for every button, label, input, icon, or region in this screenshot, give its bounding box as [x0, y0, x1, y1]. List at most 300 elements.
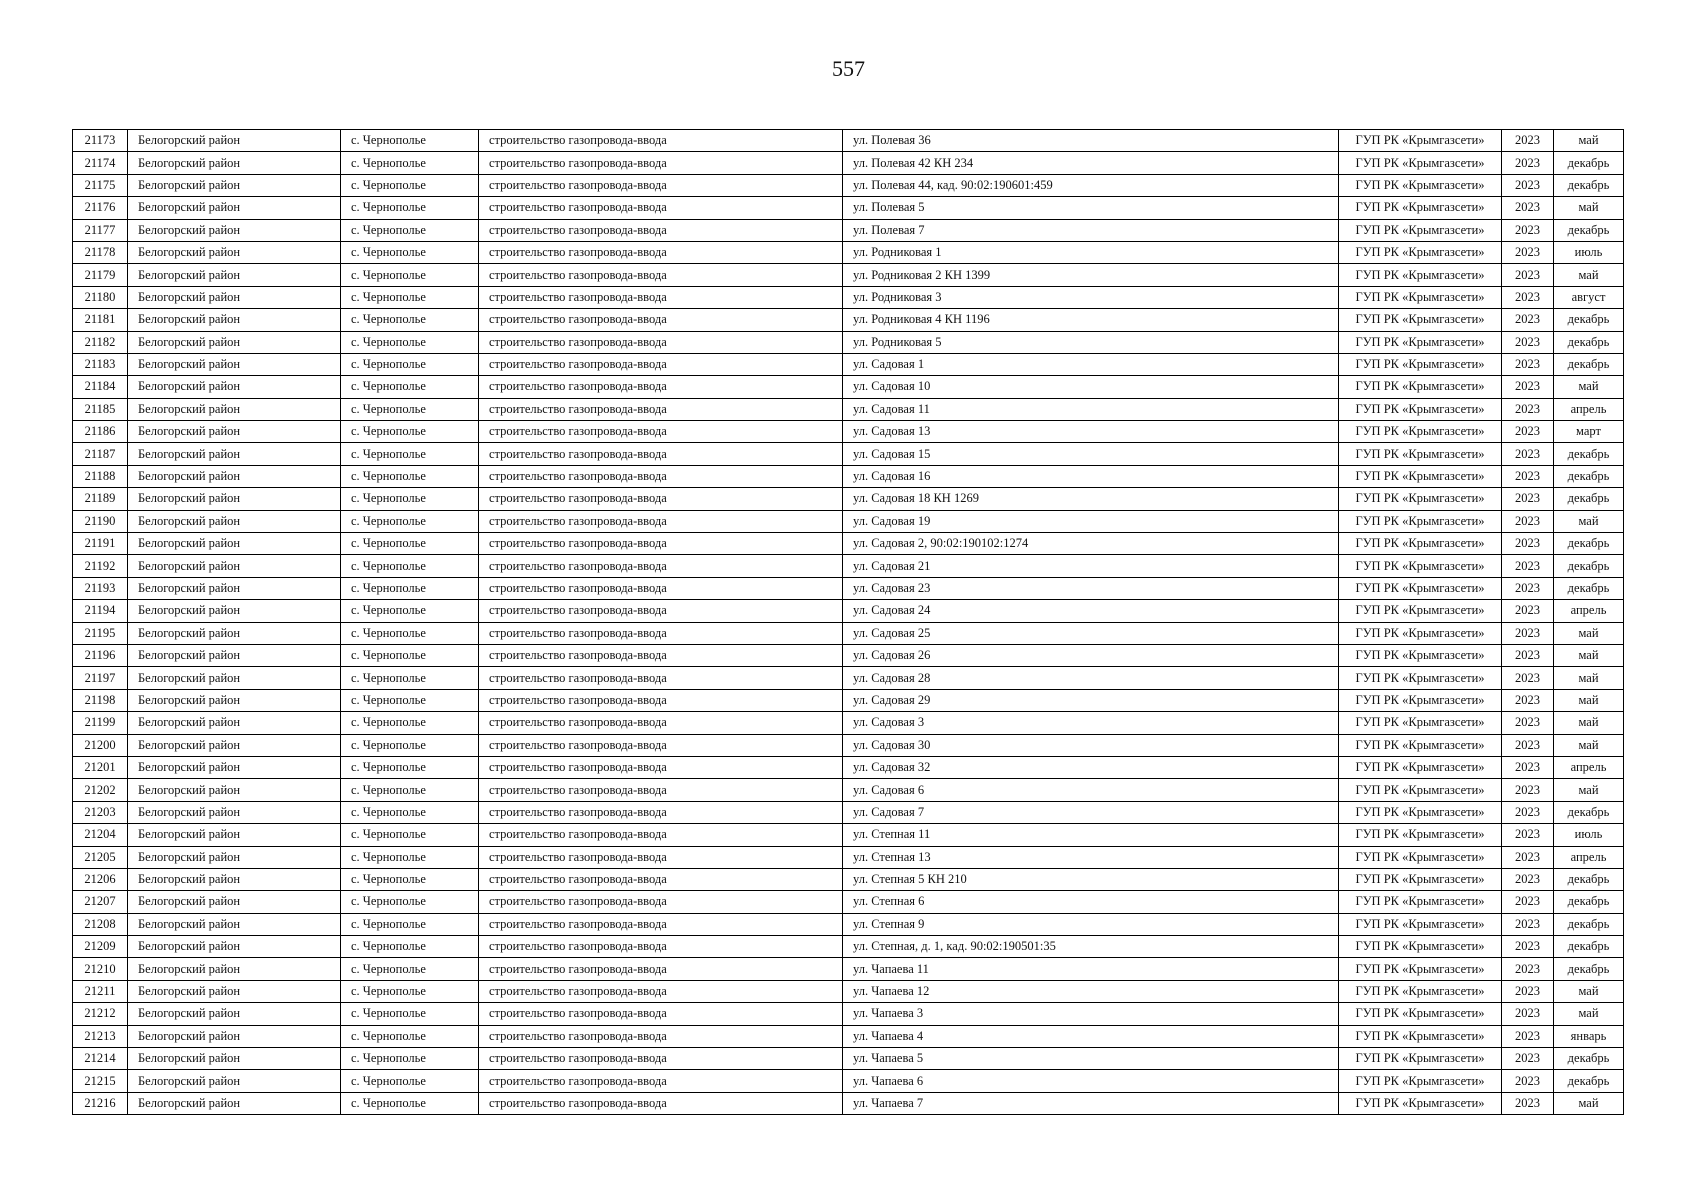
settlement-cell: с. Чернополье	[341, 353, 479, 375]
settlement-cell: с. Чернополье	[341, 555, 479, 577]
month-cell: май	[1554, 667, 1624, 689]
month-cell: декабрь	[1554, 331, 1624, 353]
organization-cell: ГУП РК «Крымгазсети»	[1339, 241, 1502, 263]
month-cell: декабрь	[1554, 555, 1624, 577]
month-cell: май	[1554, 510, 1624, 532]
settlement-cell: с. Чернополье	[341, 309, 479, 331]
address-cell: ул. Чапаева 12	[843, 980, 1339, 1002]
settlement-cell: с. Чернополье	[341, 241, 479, 263]
address-cell: ул. Полевая 42 КН 234	[843, 152, 1339, 174]
district-cell: Белогорский район	[128, 891, 341, 913]
month-cell: май	[1554, 779, 1624, 801]
month-cell: май	[1554, 980, 1624, 1002]
work-type-cell: строительство газопровода-ввода	[479, 510, 843, 532]
table-row	[73, 264, 1624, 286]
district-cell: Белогорский район	[128, 779, 341, 801]
month-cell: май	[1554, 376, 1624, 398]
settlement-cell: с. Чернополье	[341, 488, 479, 510]
table-row	[73, 488, 1624, 510]
settlement-cell: с. Чернополье	[341, 286, 479, 308]
work-type-cell: строительство газопровода-ввода	[479, 756, 843, 778]
work-type-cell: строительство газопровода-ввода	[479, 779, 843, 801]
table-row	[73, 465, 1624, 487]
address-cell: ул. Садовая 16	[843, 465, 1339, 487]
row-number-cell: 21187	[73, 443, 128, 465]
month-cell: декабрь	[1554, 353, 1624, 375]
row-number-cell: 21181	[73, 309, 128, 331]
settlement-cell: с. Чернополье	[341, 913, 479, 935]
address-cell: ул. Садовая 32	[843, 756, 1339, 778]
address-cell: ул. Садовая 28	[843, 667, 1339, 689]
table-row	[73, 130, 1624, 152]
table-row	[73, 286, 1624, 308]
month-cell: май	[1554, 622, 1624, 644]
organization-cell: ГУП РК «Крымгазсети»	[1339, 1025, 1502, 1047]
month-cell: декабрь	[1554, 868, 1624, 890]
year-cell: 2023	[1502, 174, 1554, 196]
work-type-cell: строительство газопровода-ввода	[479, 622, 843, 644]
organization-cell: ГУП РК «Крымгазсети»	[1339, 555, 1502, 577]
month-cell: май	[1554, 1092, 1624, 1114]
district-cell: Белогорский район	[128, 577, 341, 599]
table-row	[73, 667, 1624, 689]
table-row	[73, 331, 1624, 353]
settlement-cell: с. Чернополье	[341, 331, 479, 353]
address-cell: ул. Садовая 3	[843, 712, 1339, 734]
organization-cell: ГУП РК «Крымгазсети»	[1339, 353, 1502, 375]
address-cell: ул. Родниковая 4 КН 1196	[843, 309, 1339, 331]
work-type-cell: строительство газопровода-ввода	[479, 1025, 843, 1047]
work-type-cell: строительство газопровода-ввода	[479, 958, 843, 980]
month-cell: май	[1554, 689, 1624, 711]
settlement-cell: с. Чернополье	[341, 398, 479, 420]
year-cell: 2023	[1502, 644, 1554, 666]
district-cell: Белогорский район	[128, 644, 341, 666]
month-cell: декабрь	[1554, 801, 1624, 823]
address-cell: ул. Садовая 18 КН 1269	[843, 488, 1339, 510]
address-cell: ул. Полевая 5	[843, 197, 1339, 219]
district-cell: Белогорский район	[128, 846, 341, 868]
district-cell: Белогорский район	[128, 130, 341, 152]
district-cell: Белогорский район	[128, 510, 341, 532]
month-cell: декабрь	[1554, 152, 1624, 174]
table-row	[73, 913, 1624, 935]
district-cell: Белогорский район	[128, 734, 341, 756]
row-number-cell: 21175	[73, 174, 128, 196]
organization-cell: ГУП РК «Крымгазсети»	[1339, 309, 1502, 331]
row-number-cell: 21195	[73, 622, 128, 644]
year-cell: 2023	[1502, 801, 1554, 823]
work-type-cell: строительство газопровода-ввода	[479, 600, 843, 622]
row-number-cell: 21209	[73, 936, 128, 958]
row-number-cell: 21178	[73, 241, 128, 263]
address-cell: ул. Садовая 13	[843, 421, 1339, 443]
organization-cell: ГУП РК «Крымгазсети»	[1339, 533, 1502, 555]
work-type-cell: строительство газопровода-ввода	[479, 555, 843, 577]
settlement-cell: с. Чернополье	[341, 958, 479, 980]
month-cell: март	[1554, 421, 1624, 443]
month-cell: август	[1554, 286, 1624, 308]
district-cell: Белогорский район	[128, 241, 341, 263]
address-cell: ул. Родниковая 3	[843, 286, 1339, 308]
address-cell: ул. Степная, д. 1, кад. 90:02:190501:35	[843, 936, 1339, 958]
organization-cell: ГУП РК «Крымгазсети»	[1339, 644, 1502, 666]
row-number-cell: 21200	[73, 734, 128, 756]
table-row	[73, 846, 1624, 868]
row-number-cell: 21206	[73, 868, 128, 890]
year-cell: 2023	[1502, 824, 1554, 846]
district-cell: Белогорский район	[128, 443, 341, 465]
month-cell: декабрь	[1554, 309, 1624, 331]
settlement-cell: с. Чернополье	[341, 936, 479, 958]
district-cell: Белогорский район	[128, 824, 341, 846]
month-cell: декабрь	[1554, 533, 1624, 555]
organization-cell: ГУП РК «Крымгазсети»	[1339, 779, 1502, 801]
month-cell: декабрь	[1554, 958, 1624, 980]
year-cell: 2023	[1502, 465, 1554, 487]
address-cell: ул. Чапаева 7	[843, 1092, 1339, 1114]
month-cell: апрель	[1554, 600, 1624, 622]
work-type-cell: строительство газопровода-ввода	[479, 577, 843, 599]
settlement-cell: с. Чернополье	[341, 689, 479, 711]
work-type-cell: строительство газопровода-ввода	[479, 1003, 843, 1025]
row-number-cell: 21197	[73, 667, 128, 689]
row-number-cell: 21177	[73, 219, 128, 241]
work-type-cell: строительство газопровода-ввода	[479, 241, 843, 263]
settlement-cell: с. Чернополье	[341, 824, 479, 846]
organization-cell: ГУП РК «Крымгазсети»	[1339, 1092, 1502, 1114]
settlement-cell: с. Чернополье	[341, 1070, 479, 1092]
row-number-cell: 21184	[73, 376, 128, 398]
address-cell: ул. Садовая 6	[843, 779, 1339, 801]
year-cell: 2023	[1502, 1003, 1554, 1025]
address-cell: ул. Чапаева 3	[843, 1003, 1339, 1025]
work-type-cell: строительство газопровода-ввода	[479, 667, 843, 689]
month-cell: апрель	[1554, 398, 1624, 420]
work-type-cell: строительство газопровода-ввода	[479, 421, 843, 443]
table-row	[73, 241, 1624, 263]
row-number-cell: 21203	[73, 801, 128, 823]
row-number-cell: 21212	[73, 1003, 128, 1025]
district-cell: Белогорский район	[128, 868, 341, 890]
settlement-cell: с. Чернополье	[341, 779, 479, 801]
settlement-cell: с. Чернополье	[341, 734, 479, 756]
table-row	[73, 219, 1624, 241]
year-cell: 2023	[1502, 667, 1554, 689]
district-cell: Белогорский район	[128, 264, 341, 286]
work-type-cell: строительство газопровода-ввода	[479, 712, 843, 734]
table-row	[73, 958, 1624, 980]
address-cell: ул. Родниковая 2 КН 1399	[843, 264, 1339, 286]
work-type-cell: строительство газопровода-ввода	[479, 1092, 843, 1114]
table-row	[73, 555, 1624, 577]
work-type-cell: строительство газопровода-ввода	[479, 264, 843, 286]
year-cell: 2023	[1502, 712, 1554, 734]
district-cell: Белогорский район	[128, 488, 341, 510]
address-cell: ул. Степная 13	[843, 846, 1339, 868]
organization-cell: ГУП РК «Крымгазсети»	[1339, 465, 1502, 487]
settlement-cell: с. Чернополье	[341, 644, 479, 666]
settlement-cell: с. Чернополье	[341, 846, 479, 868]
work-type-cell: строительство газопровода-ввода	[479, 913, 843, 935]
address-cell: ул. Садовая 30	[843, 734, 1339, 756]
work-type-cell: строительство газопровода-ввода	[479, 644, 843, 666]
table-row	[73, 152, 1624, 174]
row-number-cell: 21180	[73, 286, 128, 308]
settlement-cell: с. Чернополье	[341, 622, 479, 644]
settlement-cell: с. Чернополье	[341, 376, 479, 398]
district-cell: Белогорский район	[128, 398, 341, 420]
district-cell: Белогорский район	[128, 712, 341, 734]
work-type-cell: строительство газопровода-ввода	[479, 868, 843, 890]
work-type-cell: строительство газопровода-ввода	[479, 846, 843, 868]
month-cell: май	[1554, 197, 1624, 219]
table-row	[73, 533, 1624, 555]
table-row	[73, 689, 1624, 711]
district-cell: Белогорский район	[128, 689, 341, 711]
address-cell: ул. Полевая 44, кад. 90:02:190601:459	[843, 174, 1339, 196]
district-cell: Белогорский район	[128, 174, 341, 196]
table-row	[73, 309, 1624, 331]
work-type-cell: строительство газопровода-ввода	[479, 936, 843, 958]
row-number-cell: 21202	[73, 779, 128, 801]
settlement-cell: с. Чернополье	[341, 712, 479, 734]
row-number-cell: 21214	[73, 1048, 128, 1070]
row-number-cell: 21192	[73, 555, 128, 577]
settlement-cell: с. Чернополье	[341, 756, 479, 778]
work-type-cell: строительство газопровода-ввода	[479, 1048, 843, 1070]
work-type-cell: строительство газопровода-ввода	[479, 533, 843, 555]
year-cell: 2023	[1502, 421, 1554, 443]
settlement-cell: с. Чернополье	[341, 980, 479, 1002]
row-number-cell: 21204	[73, 824, 128, 846]
district-cell: Белогорский район	[128, 309, 341, 331]
organization-cell: ГУП РК «Крымгазсети»	[1339, 846, 1502, 868]
address-cell: ул. Садовая 15	[843, 443, 1339, 465]
organization-cell: ГУП РК «Крымгазсети»	[1339, 756, 1502, 778]
year-cell: 2023	[1502, 913, 1554, 935]
work-type-cell: строительство газопровода-ввода	[479, 443, 843, 465]
district-cell: Белогорский район	[128, 667, 341, 689]
table-row	[73, 398, 1624, 420]
year-cell: 2023	[1502, 1070, 1554, 1092]
month-cell: декабрь	[1554, 1070, 1624, 1092]
table-row	[73, 712, 1624, 734]
settlement-cell: с. Чернополье	[341, 1092, 479, 1114]
work-type-cell: строительство газопровода-ввода	[479, 488, 843, 510]
district-cell: Белогорский район	[128, 421, 341, 443]
address-cell: ул. Садовая 19	[843, 510, 1339, 532]
work-type-cell: строительство газопровода-ввода	[479, 152, 843, 174]
row-number-cell: 21194	[73, 600, 128, 622]
district-cell: Белогорский район	[128, 152, 341, 174]
organization-cell: ГУП РК «Крымгазсети»	[1339, 398, 1502, 420]
address-cell: ул. Садовая 24	[843, 600, 1339, 622]
district-cell: Белогорский район	[128, 936, 341, 958]
table-row	[73, 577, 1624, 599]
month-cell: май	[1554, 264, 1624, 286]
row-number-cell: 21213	[73, 1025, 128, 1047]
year-cell: 2023	[1502, 264, 1554, 286]
work-type-cell: строительство газопровода-ввода	[479, 174, 843, 196]
table-row	[73, 174, 1624, 196]
month-cell: декабрь	[1554, 1048, 1624, 1070]
row-number-cell: 21211	[73, 980, 128, 1002]
district-cell: Белогорский район	[128, 219, 341, 241]
settlement-cell: с. Чернополье	[341, 801, 479, 823]
row-number-cell: 21190	[73, 510, 128, 532]
year-cell: 2023	[1502, 891, 1554, 913]
row-number-cell: 21216	[73, 1092, 128, 1114]
month-cell: май	[1554, 734, 1624, 756]
table-row	[73, 622, 1624, 644]
table-row	[73, 1092, 1624, 1114]
district-cell: Белогорский район	[128, 1025, 341, 1047]
organization-cell: ГУП РК «Крымгазсети»	[1339, 130, 1502, 152]
address-cell: ул. Чапаева 4	[843, 1025, 1339, 1047]
settlement-cell: с. Чернополье	[341, 174, 479, 196]
row-number-cell: 21185	[73, 398, 128, 420]
address-cell: ул. Садовая 26	[843, 644, 1339, 666]
month-cell: декабрь	[1554, 891, 1624, 913]
table-row	[73, 1048, 1624, 1070]
month-cell: май	[1554, 1003, 1624, 1025]
row-number-cell: 21176	[73, 197, 128, 219]
year-cell: 2023	[1502, 689, 1554, 711]
organization-cell: ГУП РК «Крымгазсети»	[1339, 443, 1502, 465]
organization-cell: ГУП РК «Крымгазсети»	[1339, 868, 1502, 890]
address-cell: ул. Садовая 21	[843, 555, 1339, 577]
organization-cell: ГУП РК «Крымгазсети»	[1339, 980, 1502, 1002]
table-row	[73, 600, 1624, 622]
settlement-cell: с. Чернополье	[341, 533, 479, 555]
settlement-cell: с. Чернополье	[341, 421, 479, 443]
page-number: 557	[832, 56, 865, 81]
year-cell: 2023	[1502, 130, 1554, 152]
district-cell: Белогорский район	[128, 465, 341, 487]
work-type-cell: строительство газопровода-ввода	[479, 1070, 843, 1092]
row-number-cell: 21201	[73, 756, 128, 778]
year-cell: 2023	[1502, 533, 1554, 555]
settlement-cell: с. Чернополье	[341, 577, 479, 599]
year-cell: 2023	[1502, 622, 1554, 644]
year-cell: 2023	[1502, 936, 1554, 958]
table-row	[73, 756, 1624, 778]
table-row	[73, 824, 1624, 846]
organization-cell: ГУП РК «Крымгазсети»	[1339, 1070, 1502, 1092]
month-cell: январь	[1554, 1025, 1624, 1047]
year-cell: 2023	[1502, 868, 1554, 890]
district-cell: Белогорский район	[128, 600, 341, 622]
row-number-cell: 21207	[73, 891, 128, 913]
address-cell: ул. Садовая 11	[843, 398, 1339, 420]
district-cell: Белогорский район	[128, 555, 341, 577]
organization-cell: ГУП РК «Крымгазсети»	[1339, 824, 1502, 846]
row-number-cell: 21189	[73, 488, 128, 510]
work-type-cell: строительство газопровода-ввода	[479, 309, 843, 331]
table-row	[73, 197, 1624, 219]
address-cell: ул. Садовая 29	[843, 689, 1339, 711]
month-cell: декабрь	[1554, 936, 1624, 958]
table-row	[73, 1003, 1624, 1025]
row-number-cell: 21183	[73, 353, 128, 375]
settlement-cell: с. Чернополье	[341, 264, 479, 286]
year-cell: 2023	[1502, 353, 1554, 375]
table-row	[73, 734, 1624, 756]
table-row	[73, 1070, 1624, 1092]
work-type-cell: строительство газопровода-ввода	[479, 219, 843, 241]
address-cell: ул. Чапаева 6	[843, 1070, 1339, 1092]
row-number-cell: 21174	[73, 152, 128, 174]
organization-cell: ГУП РК «Крымгазсети»	[1339, 421, 1502, 443]
district-cell: Белогорский район	[128, 197, 341, 219]
work-type-cell: строительство газопровода-ввода	[479, 197, 843, 219]
settlement-cell: с. Чернополье	[341, 891, 479, 913]
organization-cell: ГУП РК «Крымгазсети»	[1339, 712, 1502, 734]
address-cell: ул. Степная 5 КН 210	[843, 868, 1339, 890]
month-cell: декабрь	[1554, 443, 1624, 465]
year-cell: 2023	[1502, 398, 1554, 420]
work-type-cell: строительство газопровода-ввода	[479, 801, 843, 823]
table-row	[73, 421, 1624, 443]
month-cell: декабрь	[1554, 913, 1624, 935]
month-cell: декабрь	[1554, 465, 1624, 487]
settlement-cell: с. Чернополье	[341, 443, 479, 465]
address-cell: ул. Садовая 25	[843, 622, 1339, 644]
row-number-cell: 21198	[73, 689, 128, 711]
organization-cell: ГУП РК «Крымгазсети»	[1339, 667, 1502, 689]
work-type-cell: строительство газопровода-ввода	[479, 891, 843, 913]
district-cell: Белогорский район	[128, 1070, 341, 1092]
address-cell: ул. Чапаева 11	[843, 958, 1339, 980]
organization-cell: ГУП РК «Крымгазсети»	[1339, 331, 1502, 353]
organization-cell: ГУП РК «Крымгазсети»	[1339, 801, 1502, 823]
month-cell: апрель	[1554, 846, 1624, 868]
district-cell: Белогорский район	[128, 1048, 341, 1070]
address-cell: ул. Степная 11	[843, 824, 1339, 846]
district-cell: Белогорский район	[128, 331, 341, 353]
address-cell: ул. Садовая 7	[843, 801, 1339, 823]
settlement-cell: с. Чернополье	[341, 667, 479, 689]
organization-cell: ГУП РК «Крымгазсети»	[1339, 913, 1502, 935]
gas-connection-table	[72, 129, 1624, 1115]
organization-cell: ГУП РК «Крымгазсети»	[1339, 264, 1502, 286]
table-row	[73, 353, 1624, 375]
row-number-cell: 21199	[73, 712, 128, 734]
organization-cell: ГУП РК «Крымгазсети»	[1339, 958, 1502, 980]
organization-cell: ГУП РК «Крымгазсети»	[1339, 286, 1502, 308]
row-number-cell: 21208	[73, 913, 128, 935]
month-cell: май	[1554, 130, 1624, 152]
organization-cell: ГУП РК «Крымгазсети»	[1339, 1048, 1502, 1070]
district-cell: Белогорский район	[128, 1092, 341, 1114]
settlement-cell: с. Чернополье	[341, 465, 479, 487]
row-number-cell: 21191	[73, 533, 128, 555]
settlement-cell: с. Чернополье	[341, 868, 479, 890]
work-type-cell: строительство газопровода-ввода	[479, 734, 843, 756]
row-number-cell: 21205	[73, 846, 128, 868]
year-cell: 2023	[1502, 309, 1554, 331]
row-number-cell: 21182	[73, 331, 128, 353]
organization-cell: ГУП РК «Крымгазсети»	[1339, 891, 1502, 913]
settlement-cell: с. Чернополье	[341, 1048, 479, 1070]
work-type-cell: строительство газопровода-ввода	[479, 689, 843, 711]
address-cell: ул. Полевая 36	[843, 130, 1339, 152]
work-type-cell: строительство газопровода-ввода	[479, 465, 843, 487]
district-cell: Белогорский район	[128, 913, 341, 935]
work-type-cell: строительство газопровода-ввода	[479, 353, 843, 375]
year-cell: 2023	[1502, 555, 1554, 577]
